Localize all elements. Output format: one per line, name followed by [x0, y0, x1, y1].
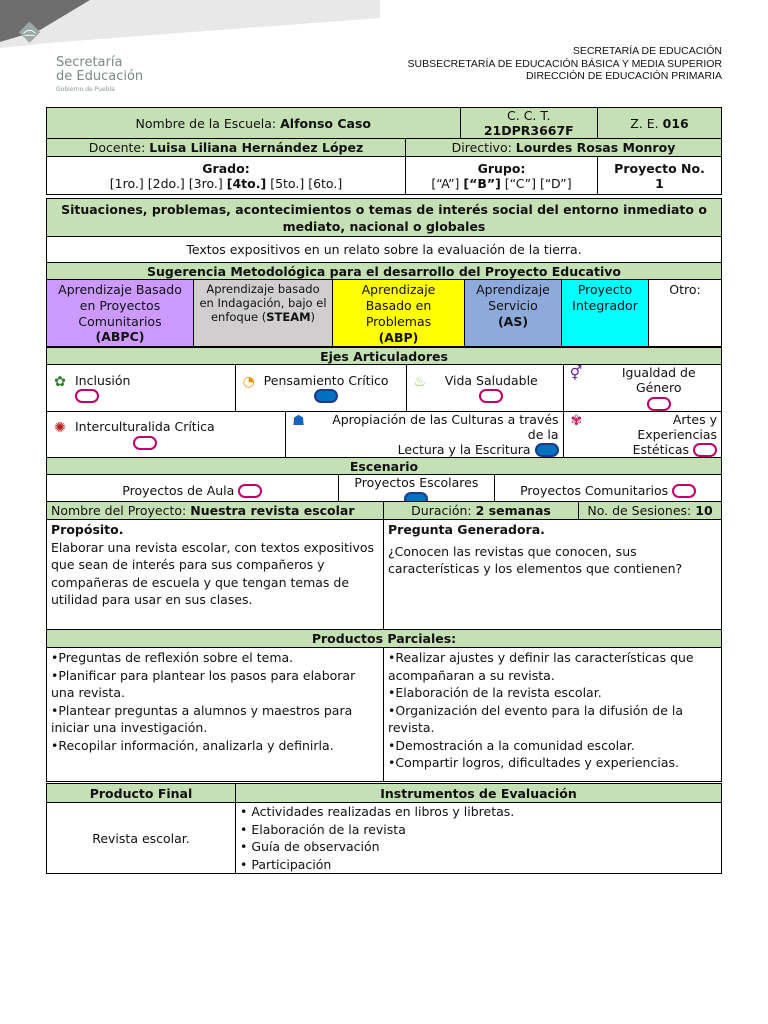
intercultural-icon: ✺: [54, 420, 66, 436]
grado-1: [1ro.]: [109, 175, 144, 191]
proposito-text: Elaborar una revista escolar, con textos expositivos que sean de interés para sus compañeros y compañeras de escuela y que tengan temas de utilidad para usar en sus clases.: [51, 539, 375, 607]
logo-line2: de Educación: [56, 69, 144, 84]
ejes-table: [46, 347, 722, 507]
cct-cell: C. C. T. 21DPR3667F: [460, 108, 597, 139]
comunitarios-label: Proyectos Comunitarios: [520, 482, 669, 498]
grupo-cell: [406, 157, 598, 195]
eje-igualdad: [563, 365, 721, 412]
header-line2: SUBSECRETARÍA DE EDUCACIÓN BÁSICA Y MEDIA SUPERIOR: [407, 57, 722, 70]
artes-checkbox[interactable]: [693, 443, 717, 457]
apropiacion-label2: Lectura y la Escritura: [397, 441, 531, 457]
logo-text: [56, 56, 143, 93]
aula-checkbox[interactable]: [238, 484, 262, 498]
methodology-table: [46, 198, 722, 347]
producto-final-value: Revista escolar.: [47, 803, 236, 874]
as-text: Aprendizaje Servicio: [476, 282, 550, 313]
as-code: (AS): [497, 314, 529, 329]
integrador-cell: Proyecto Integrador: [562, 280, 649, 347]
apropiacion-checkbox[interactable]: [535, 443, 559, 457]
pensamiento-checkbox[interactable]: [314, 389, 338, 403]
producto-item: •Elaboración de la revista escolar.: [388, 685, 602, 700]
instrumento-item: • Participación: [240, 856, 332, 872]
eje-vida: [406, 365, 563, 412]
steam-end: ): [310, 310, 316, 324]
grupo-a: [“A”]: [431, 175, 460, 191]
sesiones-cell: No. de Sesiones: 10: [579, 502, 722, 520]
duracion-cell: Duración: 2 semanas: [384, 502, 579, 520]
igualdad-icon: ⚥: [569, 366, 583, 382]
header-line1: SECRETARÍA DE EDUCACIÓN: [572, 45, 722, 57]
logo-line1: Secretaría: [56, 55, 123, 70]
vida-saludable-icon: ♨: [413, 373, 427, 390]
instrumento-item: • Elaboración de la revista: [240, 821, 406, 837]
abpc-text: Aprendizaje Basado en Proyectos Comunitarios: [58, 282, 182, 329]
proposito-cell: [47, 520, 384, 630]
producto-item: •Compartir logros, dificultades y experiencias.: [388, 755, 679, 770]
artes-label1: Artes y Experiencias: [637, 411, 717, 442]
proyecto-no-value: 1: [655, 175, 664, 191]
situaciones-text: Textos expositivos en un relato sobre la evaluación de la tierra.: [47, 237, 722, 263]
aula-label: Proyectos de Aula: [122, 482, 235, 498]
steam-text: Aprendizaje basado en Indagación, bajo el enfoque (: [199, 282, 327, 324]
inclusion-checkbox[interactable]: [75, 389, 99, 403]
ze-cell: Z. E. 016: [598, 108, 722, 139]
producto-item: •Realizar ajustes y definir las características que acompañaran a su revista.: [388, 650, 694, 683]
artes-label2: Estéticas: [632, 441, 690, 457]
eje-intercultural: [47, 411, 286, 458]
pregunta-cell: [384, 520, 722, 630]
grupo-options: [410, 176, 593, 191]
directivo-cell: Directivo: Lourdes Rosas Monroy: [406, 139, 722, 157]
docente-cell: Docente: Luisa Liliana Hernández López: [47, 139, 406, 157]
grado-2: [2do.]: [147, 175, 185, 191]
intercultural-label: Interculturalida Crítica: [75, 419, 215, 434]
grado-3: [3ro.]: [188, 175, 223, 191]
as-cell: [465, 280, 562, 347]
inclusion-icon: ✿: [54, 373, 66, 390]
productos-right-cell: [384, 648, 722, 782]
grado-options: [47, 176, 405, 191]
proyecto-no-cell: [597, 157, 721, 195]
producto-final-title: Producto Final: [47, 784, 236, 803]
grado-6: [6to.]: [308, 175, 343, 191]
abp-cell: [333, 280, 465, 347]
artes-icon: ✾: [570, 412, 583, 429]
escenario-title: Escenario: [47, 458, 722, 475]
instrumentos-cell: [236, 803, 722, 874]
proposito-title: Propósito.: [51, 522, 124, 537]
abp-text: Aprendizaje Basado en Problemas: [361, 282, 436, 329]
grupo-c: [“C”]: [504, 175, 537, 191]
producto-item: •Recopilar información, analizarla y definirla.: [51, 737, 334, 753]
proyecto-no-label: Proyecto No.: [614, 160, 705, 176]
abpc-code: (ABPC): [95, 329, 145, 344]
grupo-label: Grupo:: [477, 160, 526, 176]
grado-label: Grado:: [202, 160, 250, 176]
inclusion-label: Inclusión: [75, 372, 131, 388]
steam-cell: [194, 280, 333, 347]
header-line3: DIRECCIÓN DE EDUCACIÓN PRIMARIA: [525, 70, 722, 82]
school-name-cell: Nombre de la Escuela: Alfonso Caso: [47, 108, 461, 139]
vida-label: Vida Saludable: [444, 372, 538, 388]
escolares-label: Proyectos Escolares: [354, 475, 479, 490]
eje-pensamiento: [235, 365, 406, 412]
instrumento-item: • Actividades realizadas en libros y libretas.: [240, 804, 515, 819]
grado-cell: [47, 157, 406, 195]
logo-line3: Gobierno de Puebla: [56, 86, 115, 93]
igualdad-label: Igualdad de Género: [621, 365, 696, 395]
pregunta-title: Pregunta Generadora.: [388, 522, 545, 537]
igualdad-checkbox[interactable]: [647, 397, 671, 411]
instrumentos-title: Instrumentos de Evaluación: [236, 784, 722, 803]
pensamiento-label: Pensamiento Crítico: [263, 372, 389, 388]
pregunta-text: ¿Conocen las revistas que conocen, sus características y los elementos que contienen?: [388, 543, 683, 576]
productos-left-cell: [47, 648, 384, 782]
school-info-table: [46, 107, 722, 195]
vida-checkbox[interactable]: [479, 389, 503, 403]
abp-code: (ABP): [378, 330, 419, 345]
eje-inclusion: [47, 365, 236, 412]
productos-title: Productos Parciales:: [47, 630, 722, 648]
project-table: [46, 501, 722, 782]
abpc-cell: [47, 280, 194, 347]
instrumento-item: • Guía de observación: [240, 839, 380, 854]
metodologia-title: Sugerencia Metodológica para el desarrollo del Proyecto Educativo: [47, 263, 722, 280]
grado-5: [5to.]: [270, 175, 305, 191]
institution-header: [408, 45, 723, 83]
eje-artes: [563, 411, 721, 458]
situaciones-title: Situaciones, problemas, acontecimientos o temas de interés social del entorno inmediato o mediato, nacional o globales: [47, 199, 722, 237]
pensamiento-icon: ◔: [242, 373, 255, 390]
ejes-title: Ejes Articuladores: [47, 348, 722, 365]
producto-item: •Demostración a la comunidad escolar.: [388, 737, 635, 753]
apropiacion-label1: Apropiación de las Culturas a través de la: [332, 411, 559, 442]
grado-4: [4to.]: [226, 175, 267, 191]
apropiacion-icon: ☗: [292, 412, 305, 429]
producto-item: •Plantear preguntas a alumnos y maestros para iniciar una investigación.: [51, 702, 353, 735]
steam-code: STEAM: [266, 310, 311, 324]
otro-cell: Otro:: [649, 280, 722, 347]
intercultural-checkbox[interactable]: [133, 436, 157, 450]
producto-item: •Planificar para plantear los pasos para elaborar una revista.: [51, 667, 356, 700]
grupo-b: [“B”]: [463, 175, 501, 191]
evaluation-table: [46, 783, 722, 874]
comunitarios-checkbox[interactable]: [672, 484, 696, 498]
producto-item: •Preguntas de reflexión sobre el tema.: [51, 650, 294, 665]
producto-item: •Organización del evento para la difusión de la revista.: [388, 702, 683, 735]
eje-apropiacion: [286, 411, 563, 458]
proyecto-nombre-cell: Nombre del Proyecto: Nuestra revista escolar: [47, 502, 384, 520]
grupo-d: [“D”]: [540, 175, 572, 191]
